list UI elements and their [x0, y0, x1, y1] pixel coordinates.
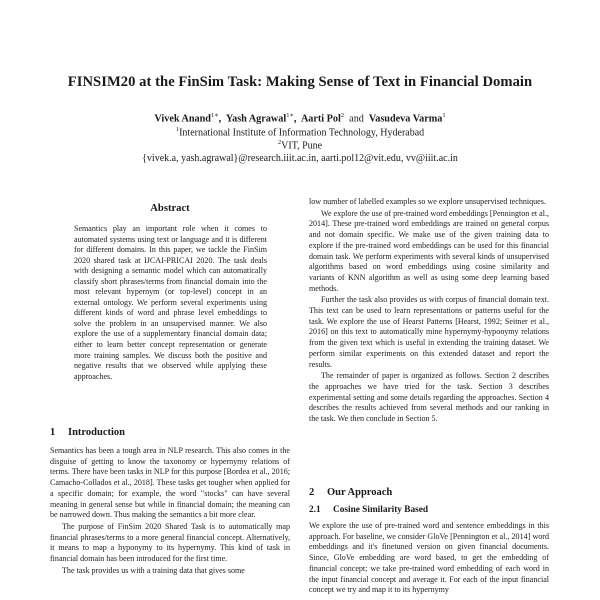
author-mark: 2	[340, 112, 345, 119]
paragraph: low number of labelled examples so we explore unsupervised techniques.	[309, 197, 546, 206]
author-mark: 1	[442, 112, 446, 119]
affiliation	[0, 139, 600, 151]
paragraph: We explore the use of pre-trained word and sentence embeddings in this approach. For baseline, we consider GloVe [Pennington et al., 2014] word embeddings and it's finetuned version on given financial documents. Since, GloVe embedding are word based, to get the embedding of financial concept; we take pre-trained word embedding of each word in the input financial concept and average it. For each of the input financial concept we try and map it to its hypernymy	[309, 521, 549, 595]
affiliation	[0, 126, 600, 138]
paragraph: Semantics has been a tough area in NLP research. This also comes in the disguise of getting to know the taxonomy or hypernymy relations of terms. There have been tasks in NLP for this purpose [Bordea et al., 2016; Camacho-Collados et al., 2018]. These tasks get tougher when applied for a specific domain; for example, the word "stocks" can have several meaning in general sense but while in financial domain; the meaning can be narrowed down. Thus making the semantics a bit more clear.	[50, 446, 290, 520]
author-name: Vivek Anand	[154, 113, 211, 125]
subsection-number: 2.1	[309, 505, 321, 515]
paper-title: FINSIM20 at the FinSim Task: Making Sense of Text in Financial Domain	[67, 74, 533, 90]
author-mark: 1∗	[210, 112, 219, 119]
author-mark: 1∗	[286, 112, 294, 119]
affiliation-mark: 2	[277, 139, 282, 146]
abstract-heading: Abstract	[150, 203, 190, 214]
paragraph: The purpose of FinSim 2020 Shared Task is to automatically map financial phrases/terms to a more general financial concept. Alternatively, it means to map a hyponymy to its hypernymy. This kind of task in financial domain has been introduced for the first time.	[50, 521, 290, 564]
paragraph: The remainder of paper is organized as follows. Section 2 describes the approaches we have tried for the task. Section 3 describes experimental setting and some details regarding the approaches. Section 4 describes the results achieved from several methods and our ranking in the task. We then conclude in Section 5.	[309, 371, 549, 424]
affiliation-text: International Institute of Information Technology, Hyderabad	[179, 127, 425, 139]
abstract-text: Semantics play an important role when it comes to automated systems using text or language and it is different for different domains. In this paper, we tackle the FinSim 2020 shared task at IJCAI-PRICAI 2020. The task deals with designing a semantic model which can automatically classify short phrases/terms from financial domain into the most relevant hypernym (or top-level) concept in an external ontology. We perform several experiments using different kinds of word and phrase level embeddings to solve the problem in an unsupervised manner. We also explore the use of a supplementary financial domain data; either to learn better concept representation or generate more training samples. We discuss both the positive and negative results that we observed while applying these approaches.	[74, 224, 267, 381]
author-name: Vasudeva Varma	[368, 113, 443, 125]
author-list: Vivek Anand$^{1∗}$, Yash Agrawal$^{1∗}$, Aarti Pol$^2$ and Vasudeva Varma$^1$	[154, 112, 446, 125]
section-heading-approach	[309, 487, 392, 498]
author-name: Aarti Pol	[300, 113, 341, 125]
author-conjunction: and	[349, 113, 364, 125]
author-name: Yash Agrawal	[225, 113, 287, 125]
subsection-title: Cosine Similarity Based	[333, 505, 429, 515]
paragraph: Further the task also provides us with corpus of financial domain text. This text can be used to learn representations or patterns useful for the task. We explore the use of Hearst Patterns [Hearst, 1992; Seitner et al., 2016] on this text to automatically mine hypernymy-hyponymy relations from the given text which is useful in extending the training dataset. We perform similar experiments on this extended dataset and report the results.	[309, 295, 549, 369]
affiliation-mark: 1	[175, 126, 180, 133]
section-title: Our Approach	[327, 487, 393, 498]
subsection-heading	[309, 505, 428, 515]
section-number: 2	[309, 487, 315, 498]
right-column-body	[309, 197, 549, 425]
section-number: 1	[50, 427, 56, 438]
author-emails: {vivek.a, yash.agrawal}@research.iiit.ac.in, aarti.pol12@vit.edu, vv@iiit.ac.in	[142, 153, 458, 164]
section-heading-introduction	[50, 427, 125, 438]
section-title: Introduction	[68, 427, 125, 438]
subsection-body	[309, 521, 549, 596]
paragraph: The task provides us with a training data that gives some	[62, 565, 245, 575]
paragraph: We explore the use of pre-trained word embeddings [Pennington et al., 2014]. These pre-trained word embeddings are trained on general corpus and not domain specific. We make use of the given training data to explore if the pre-trained word embeddings can be used for this financial domain task. We perform experiments with several kinds of unsupervised algorithms based on word embeddings using cosine similarity and variants of KNN algorithm as well as using some deep learning based methods.	[309, 208, 549, 293]
affiliation-text: VIT, Pune	[281, 140, 323, 152]
introduction-body	[50, 446, 290, 576]
